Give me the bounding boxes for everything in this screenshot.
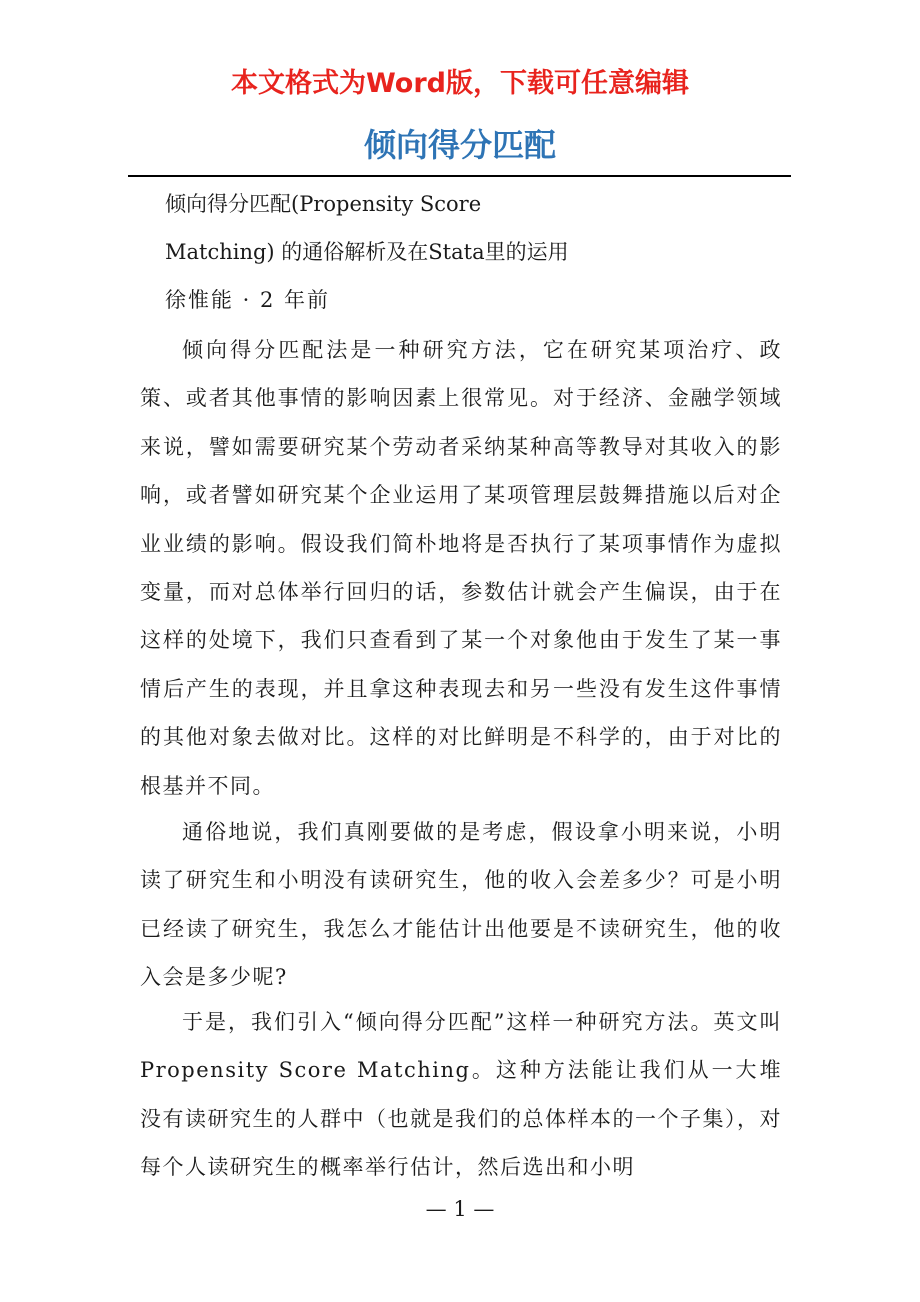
subtitle-line-1: 倾向得分匹配(Propensity Score	[165, 192, 482, 216]
body-paragraph-2: 通俗地说，我们真刚要做的是考虑，假设拿小明来说，小明读了研究生和小明没有读研究生，他的收入会差多少？可是小明已经读了研究生，我怎么才能估计出他要是不读研究生，他的收入会是多少呢?	[140, 820, 782, 990]
download-banner: 本文格式为Word版，下载可任意编辑	[230, 68, 689, 99]
title-divider	[128, 175, 791, 177]
subtitle-line-2: Matching) 的通俗解析及在Stata里的运用	[165, 240, 569, 264]
document-title: 倾向得分匹配	[363, 126, 556, 164]
body-paragraph-1: 倾向得分匹配法是一种研究方法，它在研究某项治疗、政策、或者其他事情的影响因素上很常见。对于经济、金融学领域来说，譬如需要研究某个劳动者采纳某种高等教导对其收入的影响，或者譬如研究某个企业运用了某项管理层鼓舞措施以后对企业业绩的影响。假设我们简朴地将是否执行了某项事情作为虚拟变量，而对总体举行回归的话，参数估计就会产生偏误，由于在这样的处境下，我们只查看到了某一个对象他由于发生了某一事情后产生的表现，并且拿这种表现去和另一些没有发生这件事情的其他对象去做对比。这样的对比鲜明是不科学的，由于对比的根基并不同。	[140, 338, 782, 798]
page-number: — 1 —	[425, 1197, 495, 1221]
body-paragraph-3: 于是，我们引入“倾向得分匹配”这样一种研究方法。英文叫Propensity Score Matching。这种方法能让我们从一大堆没有读研究生的人群中（也就是我们的总体样本的一个子集），对每个人读研究生的概率举行估计，然后选出和小明	[140, 1010, 782, 1180]
author-byline: 徐惟能 · 2 年前	[165, 288, 331, 312]
